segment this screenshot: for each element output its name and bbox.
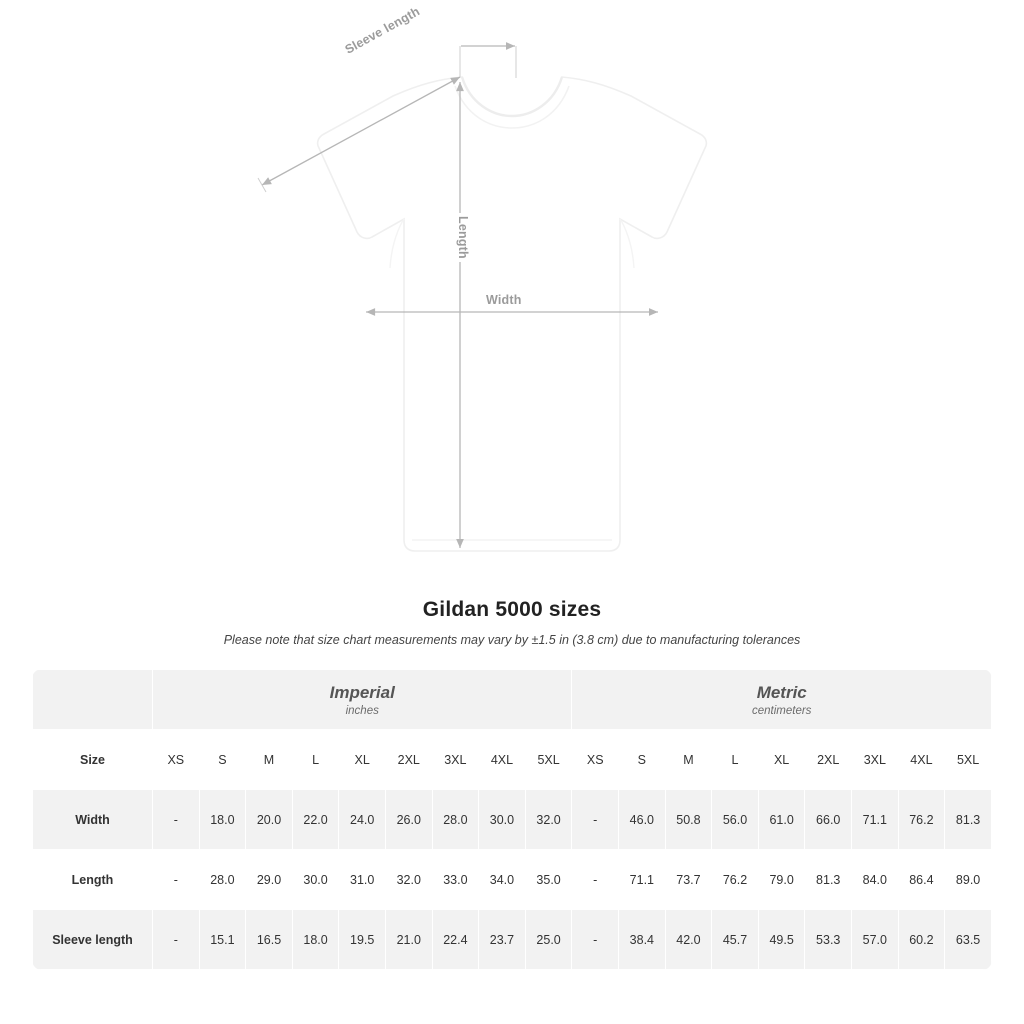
- table-size-header-row: [33, 730, 992, 790]
- cell-length-metric-xl: 79.0: [758, 850, 805, 910]
- cell-length-metric-2xl: 81.3: [805, 850, 852, 910]
- cell-length-imperial-2xl: 32.0: [385, 850, 432, 910]
- cell-length-imperial-xl: 31.0: [339, 850, 386, 910]
- cell-sleeve-imperial-5xl: 25.0: [525, 910, 572, 970]
- cell-length-imperial-l: 30.0: [292, 850, 339, 910]
- table-row: [33, 910, 992, 970]
- cell-width-imperial-2xl: 26.0: [385, 790, 432, 850]
- unit-name-metric: Metric: [756, 682, 807, 702]
- size-col-metric-s: S: [619, 730, 666, 790]
- cell-sleeve-imperial-l: 18.0: [292, 910, 339, 970]
- row-label-width: Width: [33, 790, 153, 850]
- cell-length-imperial-4xl: 34.0: [479, 850, 526, 910]
- cell-sleeve-metric-xl: 49.5: [758, 910, 805, 970]
- row-label-sleeve-length: Sleeve length: [33, 910, 153, 970]
- cell-width-metric-l: 56.0: [712, 790, 759, 850]
- size-col-imperial-s: S: [199, 730, 246, 790]
- size-col-metric-4xl: 4XL: [898, 730, 945, 790]
- cell-width-imperial-s: 18.0: [199, 790, 246, 850]
- size-header-cell: Size: [33, 730, 153, 790]
- cell-width-metric-xs: -: [572, 790, 619, 850]
- size-col-metric-3xl: 3XL: [852, 730, 899, 790]
- size-col-imperial-xs: XS: [153, 730, 200, 790]
- size-col-metric-5xl: 5XL: [945, 730, 992, 790]
- unit-header-imperial: [153, 670, 572, 730]
- cell-sleeve-imperial-xs: -: [153, 910, 200, 970]
- cell-width-imperial-m: 20.0: [246, 790, 293, 850]
- size-col-metric-xs: XS: [572, 730, 619, 790]
- cell-length-imperial-s: 28.0: [199, 850, 246, 910]
- cell-width-imperial-l: 22.0: [292, 790, 339, 850]
- size-col-metric-l: L: [712, 730, 759, 790]
- unit-header-metric: [572, 670, 992, 730]
- cell-sleeve-metric-l: 45.7: [712, 910, 759, 970]
- cell-sleeve-metric-s: 38.4: [619, 910, 666, 970]
- table-row: [33, 790, 992, 850]
- cell-length-metric-m: 73.7: [665, 850, 712, 910]
- table-row: [33, 850, 992, 910]
- cell-width-metric-3xl: 71.1: [852, 790, 899, 850]
- cell-length-imperial-m: 29.0: [246, 850, 293, 910]
- cell-width-metric-5xl: 81.3: [945, 790, 992, 850]
- cell-length-metric-4xl: 86.4: [898, 850, 945, 910]
- row-label-length: Length: [33, 850, 153, 910]
- tolerance-note: Please note that size chart measurements may vary by ±1.5 in (3.8 cm) due to manufacturing tolerances: [223, 633, 801, 647]
- size-col-imperial-2xl: 2XL: [385, 730, 432, 790]
- cell-sleeve-imperial-4xl: 23.7: [479, 910, 526, 970]
- size-chart-table: [32, 669, 992, 970]
- cell-width-metric-xl: 61.0: [758, 790, 805, 850]
- size-col-metric-xl: XL: [758, 730, 805, 790]
- cell-width-metric-4xl: 76.2: [898, 790, 945, 850]
- cell-width-imperial-xs: -: [153, 790, 200, 850]
- cell-sleeve-metric-5xl: 63.5: [945, 910, 992, 970]
- cell-sleeve-metric-xs: -: [572, 910, 619, 970]
- cell-sleeve-imperial-m: 16.5: [246, 910, 293, 970]
- size-col-imperial-4xl: 4XL: [479, 730, 526, 790]
- size-col-metric-m: M: [665, 730, 712, 790]
- cell-length-imperial-xs: -: [153, 850, 200, 910]
- cell-length-metric-l: 76.2: [712, 850, 759, 910]
- cell-width-metric-s: 46.0: [619, 790, 666, 850]
- size-col-imperial-3xl: 3XL: [432, 730, 479, 790]
- cell-length-metric-s: 71.1: [619, 850, 666, 910]
- cell-length-metric-5xl: 89.0: [945, 850, 992, 910]
- cell-length-metric-xs: -: [572, 850, 619, 910]
- cell-length-imperial-3xl: 33.0: [432, 850, 479, 910]
- cell-width-imperial-3xl: 28.0: [432, 790, 479, 850]
- size-chart-table-wrap: [32, 669, 992, 970]
- cell-width-imperial-xl: 24.0: [339, 790, 386, 850]
- unit-name-imperial: Imperial: [329, 682, 395, 702]
- cell-sleeve-imperial-s: 15.1: [199, 910, 246, 970]
- size-col-imperial-5xl: 5XL: [525, 730, 572, 790]
- cell-sleeve-metric-2xl: 53.3: [805, 910, 852, 970]
- size-col-metric-2xl: 2XL: [805, 730, 852, 790]
- cell-sleeve-metric-m: 42.0: [665, 910, 712, 970]
- cell-length-metric-3xl: 84.0: [852, 850, 899, 910]
- corner-cell: [33, 670, 153, 730]
- cell-sleeve-metric-4xl: 60.2: [898, 910, 945, 970]
- unit-sub-imperial: inches: [345, 705, 379, 718]
- cell-sleeve-imperial-2xl: 21.0: [385, 910, 432, 970]
- title-block: [0, 598, 1024, 647]
- width-label: Width: [483, 293, 525, 307]
- size-col-imperial-xl: XL: [339, 730, 386, 790]
- cell-width-metric-2xl: 66.0: [805, 790, 852, 850]
- page-title: Gildan 5000 sizes: [422, 598, 602, 621]
- cell-sleeve-imperial-3xl: 22.4: [432, 910, 479, 970]
- cell-width-imperial-4xl: 30.0: [479, 790, 526, 850]
- cell-sleeve-imperial-xl: 19.5: [339, 910, 386, 970]
- cell-sleeve-metric-3xl: 57.0: [852, 910, 899, 970]
- length-label: Length: [456, 213, 470, 262]
- cell-length-imperial-5xl: 35.0: [525, 850, 572, 910]
- table-unit-header-row: [33, 670, 992, 730]
- cell-width-metric-m: 50.8: [665, 790, 712, 850]
- sleeve-length-label: Sleeve length: [340, 3, 425, 58]
- cell-width-imperial-5xl: 32.0: [525, 790, 572, 850]
- unit-sub-metric: centimeters: [752, 705, 812, 718]
- size-col-imperial-l: L: [292, 730, 339, 790]
- size-col-imperial-m: M: [246, 730, 293, 790]
- tshirt-shape: [318, 77, 707, 551]
